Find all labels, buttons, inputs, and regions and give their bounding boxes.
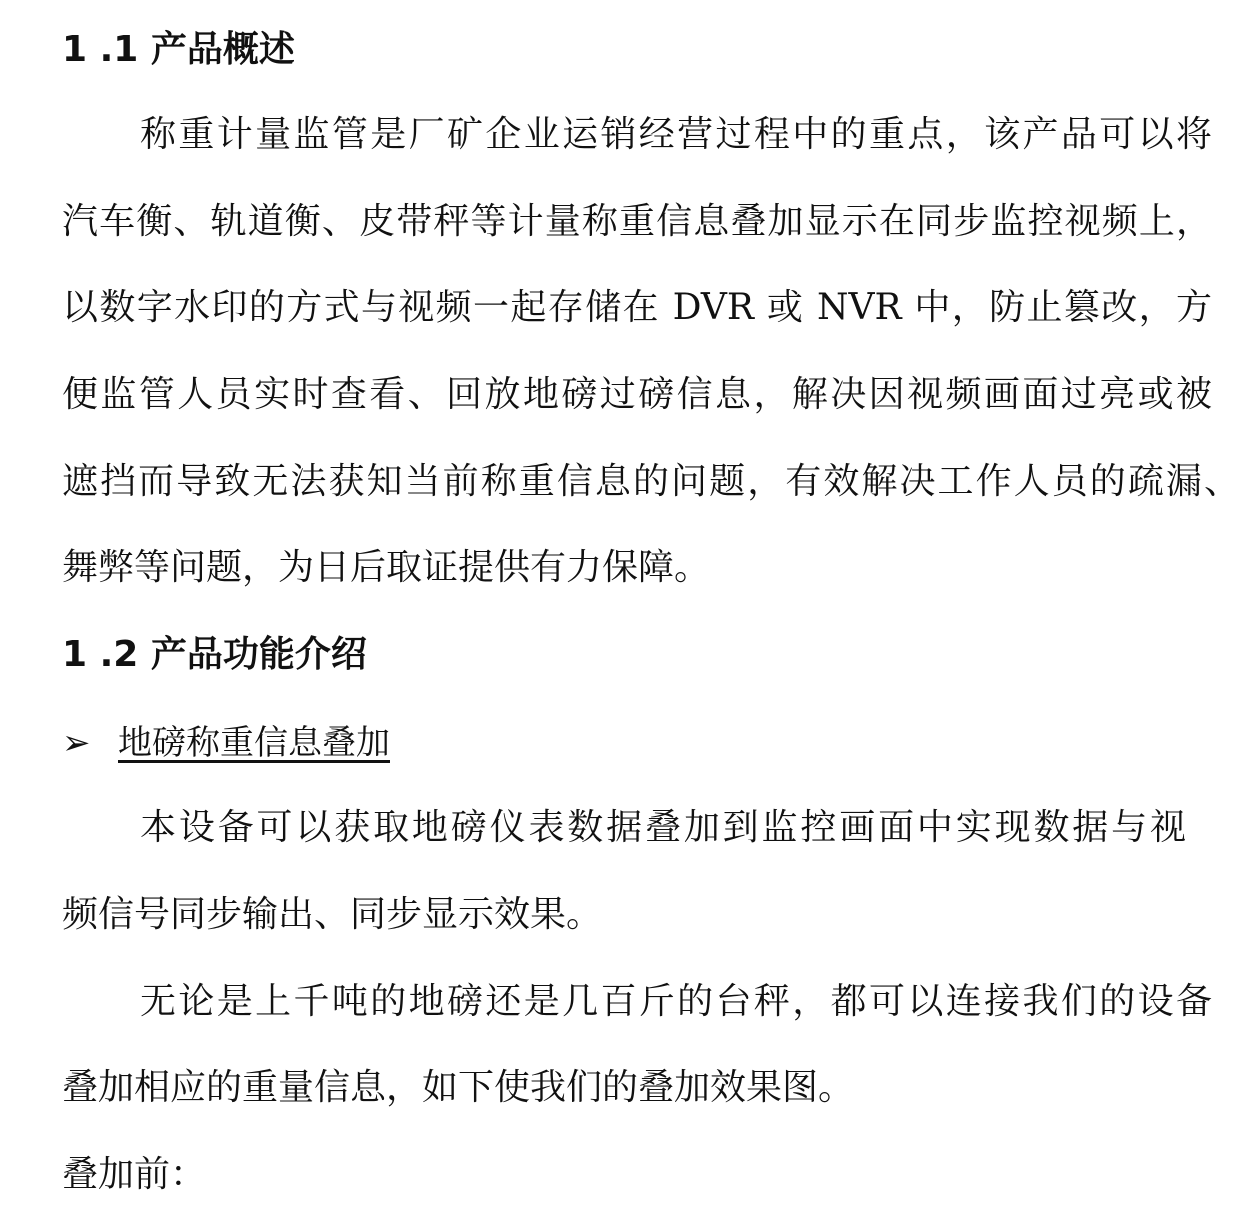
paragraph-line: 汽车衡、轨道衡、皮带秤等计量称重信息叠加显示在同步监控视频上， — [62, 201, 1212, 242]
before-overlay-label: 叠加前： — [62, 1154, 207, 1195]
section-heading-1-1: 1 .1 产品概述 — [62, 29, 295, 70]
paragraph-line: 叠加相应的重量信息，如下使我们的叠加效果图。 — [62, 1067, 855, 1108]
paragraph-line: 舞弊等问题，为日后取证提供有力保障。 — [62, 547, 711, 588]
paragraph-line: 称重计量监管是厂矿企业运销经营过程中的重点，该产品可以将 — [140, 114, 1212, 155]
bullet-label: 地磅称重信息叠加 — [118, 723, 390, 763]
paragraph-line: 频信号同步输出、同步显示效果。 — [62, 894, 603, 935]
paragraph-line: 以数字水印的方式与视频一起存储在 DVR 或 NVR 中，防止篡改，方 — [62, 287, 1212, 328]
paragraph-line: 遮挡而导致无法获知当前称重信息的问题，有效解决工作人员的疏漏、 — [62, 461, 1240, 502]
section-heading-1-2: 1 .2 产品功能介绍 — [62, 634, 367, 675]
bullet-item — [62, 721, 390, 765]
paragraph-line: 本设备可以获取地磅仪表数据叠加到监控画面中实现数据与视 — [140, 807, 1186, 848]
paragraph-line: 便监管人员实时查看、回放地磅过磅信息，解决因视频画面过亮或被 — [62, 374, 1212, 415]
arrowhead-bullet-icon: ➢ — [62, 723, 91, 763]
paragraph-line: 无论是上千吨的地磅还是几百斤的台秤，都可以连接我们的设备 — [140, 981, 1212, 1022]
